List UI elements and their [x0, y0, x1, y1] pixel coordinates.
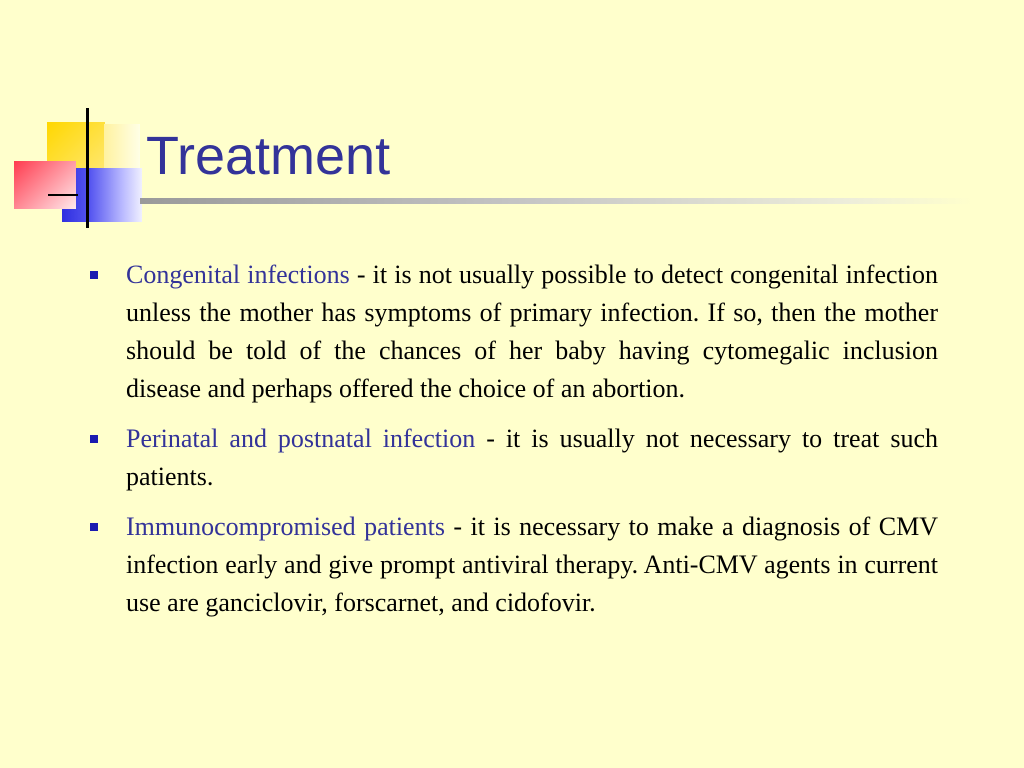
bullet-text: - it is necessary to make a diagnosis of CMV infection early and give prompt antiviral therapy. Anti-CMV agents in current use are ganciclovir, forscarnet, and cidofovir. — [126, 512, 939, 617]
square-bullet-icon — [90, 271, 98, 279]
square-bullet-icon — [90, 435, 98, 443]
bullet-term: Immunocompromised patients — [126, 512, 445, 541]
bullet-item-congenital — [86, 256, 938, 408]
red-square-decoration — [14, 161, 76, 209]
bullet-list — [86, 256, 938, 634]
light-yellow-square-decoration — [104, 124, 140, 170]
title-underline-rule — [140, 198, 972, 204]
bullet-item-immunocompromised — [86, 508, 938, 622]
slide-logo-decoration — [0, 0, 160, 240]
square-bullet-icon — [90, 523, 98, 531]
bullet-term: Congenital infections — [126, 260, 350, 289]
bullet-term: Perinatal and postnatal infection — [126, 424, 476, 453]
vertical-line-decoration — [86, 108, 89, 228]
bullet-item-perinatal — [86, 420, 938, 496]
horizontal-line-decoration — [48, 194, 78, 196]
bullet-text: - it is not usually possible to detect congenital infection unless the mother has symptoms of primary infection. If so, then the mother should be told of the chances of her baby having cytomegalic inclusion disease and perhaps offered the choice of an abortion. — [126, 260, 938, 403]
slide-title: Treatment — [146, 126, 391, 186]
bullet-text: - it is usually not necessary to treat such patients. — [126, 424, 938, 491]
